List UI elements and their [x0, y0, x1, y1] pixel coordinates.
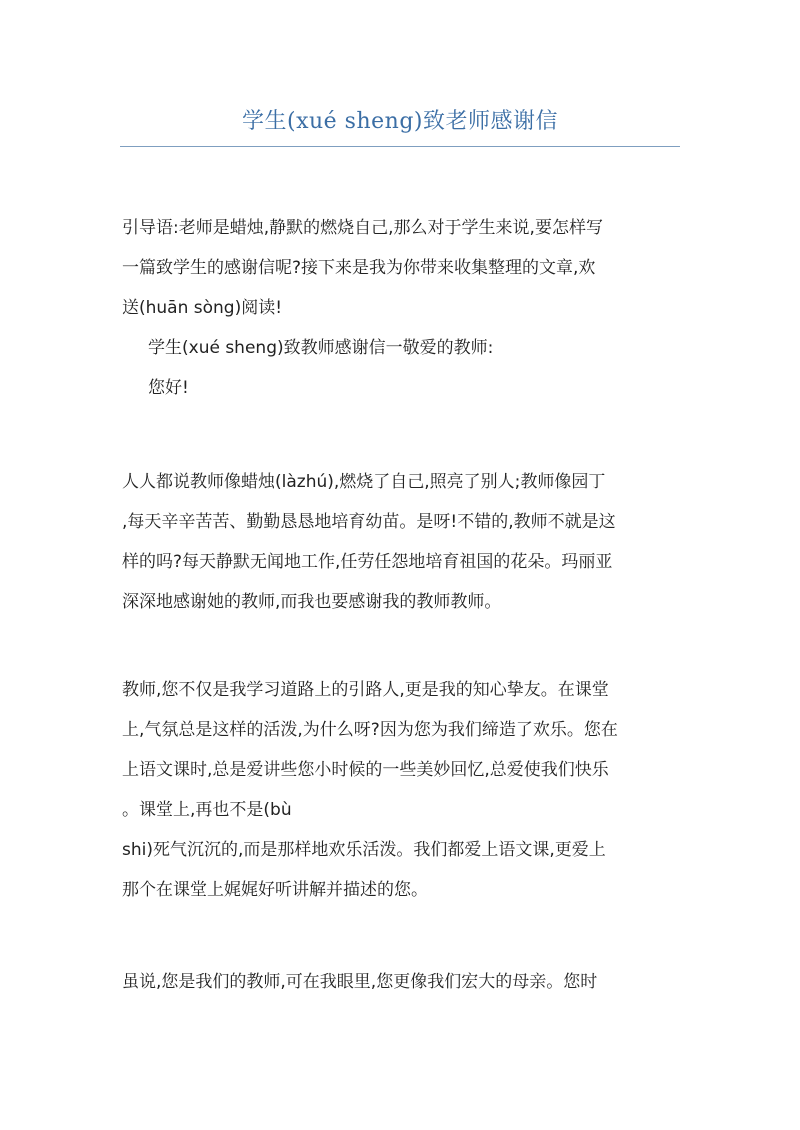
intro-paragraph: [122, 208, 682, 408]
text-line: ,每天辛辛苦苦、勤勤恳恳地培育幼苗。是呀!不错的,教师不就是这: [122, 512, 616, 532]
text-line: 深深地感谢她的教师,而我也要感谢我的教师教师。: [122, 592, 502, 612]
title-divider: [120, 146, 680, 147]
text-line: 那个在课堂上娓娓好听讲解并描述的您。: [122, 880, 428, 900]
text-line: 上,气氛总是这样的活泼,为什么呀?因为您为我们缔造了欢乐。您在: [122, 720, 618, 740]
letter-greeting: 您好!: [148, 378, 189, 398]
text-line: shi)死气沉沉的,而是那样地欢乐活泼。我们都爱上语文课,更爱上: [122, 840, 606, 860]
text-line: 送(huān sòng)阅读!: [122, 298, 283, 318]
text-line: 。课堂上,再也不是(bù: [122, 800, 292, 820]
paragraph-teacher-friend: [122, 670, 682, 910]
text-line: 虽说,您是我们的教师,可在我眼里,您更像我们宏大的母亲。您时: [122, 972, 598, 992]
text-line: 上语文课时,总是爱讲些您小时候的一些美妙回忆,总爱使我们快乐: [122, 760, 609, 780]
text-line: 引导语:老师是蜡烛,静默的燃烧自己,那么对于学生来说,要怎样写: [122, 218, 603, 238]
text-line: 教师,您不仅是我学习道路上的引路人,更是我的知心挚友。在课堂: [122, 680, 609, 700]
text-line: 人人都说教师像蜡烛(làzhú),燃烧了自己,照亮了别人;教师像园丁: [122, 472, 606, 492]
text-line: 样的吗?每天静默无闻地工作,任劳任怨地培育祖国的花朵。玛丽亚: [122, 552, 613, 572]
paragraph-candle: [122, 462, 682, 622]
letter-salutation: 学生(xué sheng)致教师感谢信一敬爱的教师:: [148, 338, 494, 358]
page-title: 学生(xué sheng)致老师感谢信: [242, 109, 558, 134]
paragraph-mother: [122, 962, 682, 1002]
text-line: 一篇致学生的感谢信呢?接下来是我为你带来收集整理的文章,欢: [122, 258, 596, 278]
